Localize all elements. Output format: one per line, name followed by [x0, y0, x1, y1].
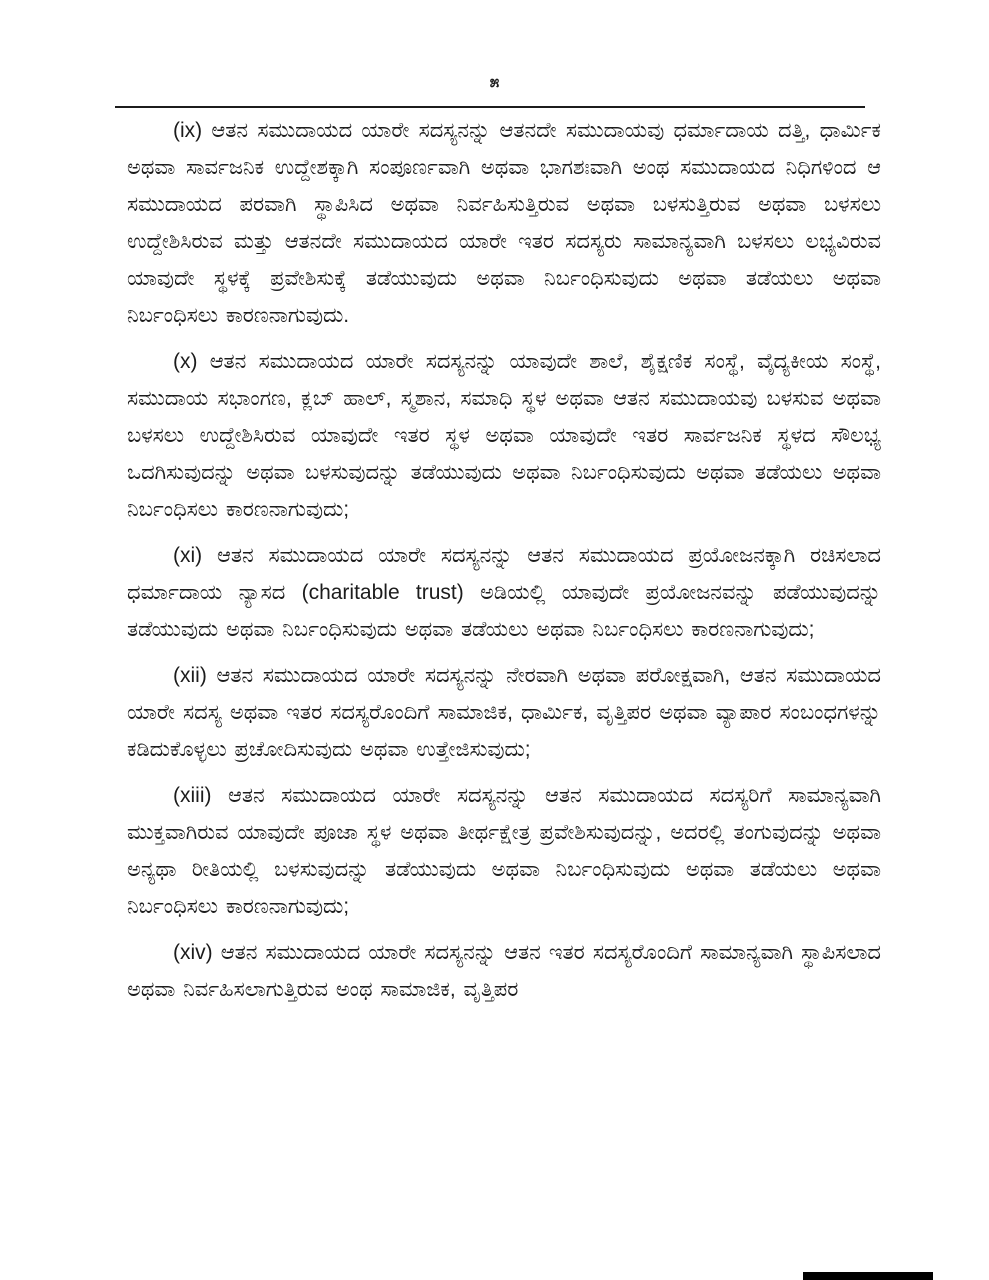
- document-body: [127, 112, 881, 1017]
- clause-xiv: (xiv) ಆತನ ಸಮುದಾಯದ ಯಾರೇ ಸದಸ್ಯನನ್ನು ಆತನ ಇತರ ಸದಸ್ಯರೊಂದಿಗೆ ಸಾಮಾನ್ಯವಾಗಿ ಸ್ಥಾಪಿಸಲಾದ ಅಥವಾ ನಿರ್ವಹಿಸಲಾಗುತ್ತಿರುವ ಅಂಥ ಸಾಮಾಜಿಕ, ವೃತ್ತಿಪರ: [127, 941, 881, 1001]
- clause-xiii: (xiii) ಆತನ ಸಮುದಾಯದ ಯಾರೇ ಸದಸ್ಯನನ್ನು ಆತನ ಸಮುದಾಯದ ಸದಸ್ಯರಿಗೆ ಸಾಮಾನ್ಯವಾಗಿ ಮುಕ್ತವಾಗಿರುವ ಯಾವುದೇ ಪೂಜಾ ಸ್ಥಳ ಅಥವಾ ತೀರ್ಥಕ್ಷೇತ್ರ ಪ್ರವೇಶಿಸುವುದನ್ನು, ಅದರಲ್ಲಿ ತಂಗುವುದನ್ನು ಅಥವಾ ಅನ್ಯಥಾ ರೀತಿಯಲ್ಲಿ ಬಳಸುವುದನ್ನು ತಡೆಯುವುದು ಅಥವಾ ನಿರ್ಬಂಧಿಸುವುದು ಅಥವಾ ತಡೆಯಲು ಅಥವಾ ನಿರ್ಬಂಧಿಸಲು ಕಾರಣನಾಗುವುದು;: [127, 784, 881, 918]
- clause-ix: (ix) ಆತನ ಸಮುದಾಯದ ಯಾರೇ ಸದಸ್ಯನನ್ನು ಆತನದೇ ಸಮುದಾಯವು ಧರ್ಮಾದಾಯ ದತ್ತಿ, ಧಾರ್ಮಿಕ ಅಥವಾ ಸಾರ್ವಜನಿಕ ಉದ್ದೇಶಕ್ಕಾಗಿ ಸಂಪೂರ್ಣವಾಗಿ ಅಥವಾ ಭಾಗಶಃವಾಗಿ ಅಂಥ ಸಮುದಾಯದ ನಿಧಿಗಳಿಂದ ಆ ಸಮುದಾಯದ ಪರವಾಗಿ ಸ್ಥಾಪಿಸಿದ ಅಥವಾ ನಿರ್ವಹಿಸುತ್ತಿರುವ ಅಥವಾ ಬಳಸುತ್ತಿರುವ ಅಥವಾ ಬಳಸಲು ಉದ್ದೇಶಿಸಿರುವ ಮತ್ತು ಆತನದೇ ಸಮುದಾಯದ ಯಾರೇ ಇತರ ಸದಸ್ಯರು ಸಾಮಾನ್ಯವಾಗಿ ಬಳಸಲು ಲಭ್ಯವಿರುವ ಯಾವುದೇ ಸ್ಥಳಕ್ಕೆ ಪ್ರವೇಶಿಸುಕ್ಕೆ ತಡೆಯುವುದು ಅಥವಾ ನಿರ್ಬಂಧಿಸುವುದು ಅಥವಾ ತಡೆಯಲು ಅಥವಾ ನಿರ್ಬಂಧಿಸಲು ಕಾರಣನಾಗುವುದು.: [127, 119, 881, 327]
- clause-xii: (xii) ಆತನ ಸಮುದಾಯದ ಯಾರೇ ಸದಸ್ಯನನ್ನು ನೇರವಾಗಿ ಅಥವಾ ಪರೋಕ್ಷವಾಗಿ, ಆತನ ಸಮುದಾಯದ ಯಾರೇ ಸದಸ್ಯ ಅಥವಾ ಇತರ ಸದಸ್ಯರೊಂದಿಗೆ ಸಾಮಾಜಿಕ, ಧಾರ್ಮಿಕ, ವೃತ್ತಿಪರ ಅಥವಾ ವ್ಯಾಪಾರ ಸಂಬಂಧಗಳನ್ನು ಕಡಿದುಕೊಳ್ಳಲು ಪ್ರಚೋದಿಸುವುದು ಅಥವಾ ಉತ್ತೇಜಿಸುವುದು;: [127, 664, 881, 761]
- redaction-bar: [803, 1272, 933, 1280]
- clause-xi: (xi) ಆತನ ಸಮುದಾಯದ ಯಾರೇ ಸದಸ್ಯನನ್ನು ಆತನ ಸಮುದಾಯದ ಪ್ರಯೋಜನಕ್ಕಾಗಿ ರಚಿಸಲಾದ ಧರ್ಮಾದಾಯ ನ್ಯಾಸದ (charitable trust) ಅಡಿಯಲ್ಲಿ ಯಾವುದೇ ಪ್ರಯೋಜನವನ್ನು ಪಡೆಯುವುದನ್ನು ತಡೆಯುವುದು ಅಥವಾ ನಿರ್ಬಂಧಿಸುವುದು ಅಥವಾ ತಡೆಯಲು ಅಥವಾ ನಿರ್ಬಂಧಿಸಲು ಕಾರಣನಾಗುವುದು;: [127, 544, 881, 641]
- clause-x: (x) ಆತನ ಸಮುದಾಯದ ಯಾರೇ ಸದಸ್ಯನನ್ನು ಯಾವುದೇ ಶಾಲೆ, ಶೈಕ್ಷಣಿಕ ಸಂಸ್ಥೆ, ವೈದ್ಯಕೀಯ ಸಂಸ್ಥೆ, ಸಮುದಾಯ ಸಭಾಂಗಣ, ಕ್ಲಬ್ ಹಾಲ್, ಸ್ಮಶಾನ, ಸಮಾಧಿ ಸ್ಥಳ ಅಥವಾ ಆತನ ಸಮುದಾಯವು ಬಳಸುವ ಅಥವಾ ಬಳಸಲು ಉದ್ದೇಶಿಸಿರುವ ಯಾವುದೇ ಇತರ ಸ್ಥಳ ಅಥವಾ ಯಾವುದೇ ಇತರ ಸಾರ್ವಜನಿಕ ಸ್ಥಳದ ಸೌಲಭ್ಯ ಒದಗಿಸುವುದನ್ನು ಅಥವಾ ಬಳಸುವುದನ್ನು ತಡೆಯುವುದು ಅಥವಾ ನಿರ್ಬಂಧಿಸುವುದು ಅಥವಾ ತಡೆಯಲು ಅಥವಾ ನಿರ್ಬಂಧಿಸಲು ಕಾರಣನಾಗುವುದು;: [127, 350, 881, 521]
- page-number: ೫: [489, 72, 500, 91]
- header-divider: [115, 106, 865, 108]
